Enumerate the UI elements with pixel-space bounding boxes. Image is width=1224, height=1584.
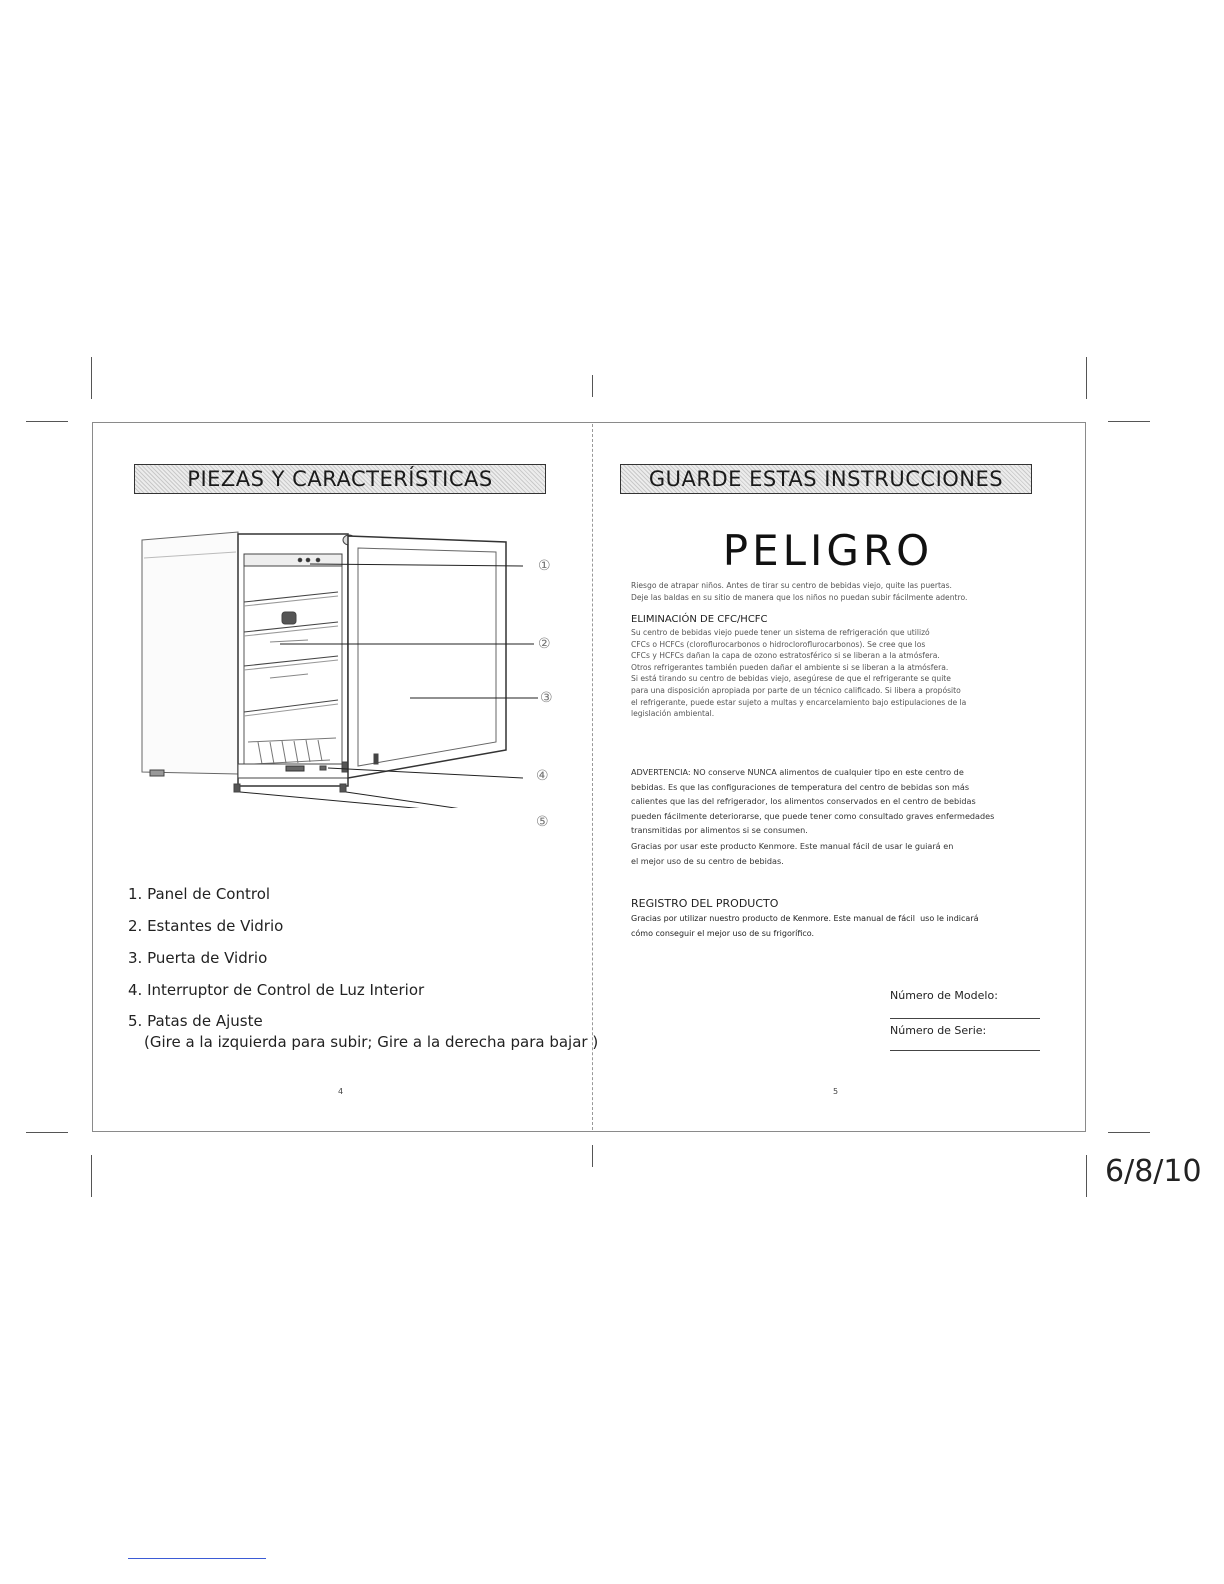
callout-3: ③ [540, 690, 553, 706]
link-underline [128, 1558, 266, 1559]
page-number-right: 5 [833, 1087, 839, 1096]
section-banner-instructions [620, 464, 1032, 494]
page-number-left: 4 [338, 1087, 344, 1096]
serial-number-label: Número de Serie: [890, 1024, 987, 1037]
cabinet-front [238, 534, 348, 786]
serial-number-field[interactable] [890, 1050, 1040, 1051]
date-stamp: 6/8/10 [1105, 1154, 1202, 1189]
crop-mark [26, 1132, 68, 1133]
callout-1: ① [538, 558, 551, 574]
warning-text: ADVERTENCIA: NO conserve NUNCA alimentos de cualquier tipo en este centro de bebidas. Es que las configuraciones de temperatura del centro de bebidas son más calientes que las del refrigerador, los alimentos conservados en el centro de bebidas pueden fácilmente deteriorarse, que puede tener como consultado graves enfermedades transmitidas por alimentos si se consumen. [631, 767, 995, 836]
crop-mark [1086, 357, 1087, 399]
light-switch [286, 766, 304, 771]
cfc-text: Su centro de bebidas viejo puede tener un sistema de refrigeración que utilizó CFCs o HCFCs (cloroflurocarbonos o hidrocloroflurocarbonos). Se cree que los CFCs y HCFCs dañan la capa de ozono estratosférico si se liberan a la atmósfera. Otros refrigerantes también pueden dañar el ambiente si se liberan a la atmósfera. Si está tirando su centro de bebidas viejo, asegúrese de que el refrigerante se quite para una disposición apropiada por parte de un técnico calificado. Si libera a propósito el refrigerante, puede estar sujeto a multas y encarcelamiento bajo estipulaciones de la legislación ambiental. [631, 628, 967, 719]
callout-4: ④ [536, 768, 549, 784]
thanks-text: Gracias por usar este producto Kenmore. Este manual fácil de usar le guiará en el mejor uso de su centro de bebidas. [631, 841, 954, 866]
list-item: 1. Panel de Control [128, 885, 271, 903]
registration-text: Gracias por utilizar nuestro producto de Kenmore. Este manual de fácil uso le indicará cómo conseguir el mejor uso de su frigorífico. [631, 914, 979, 938]
callout-5: ⑤ [536, 814, 549, 830]
list-item: 4. Interruptor de Control de Luz Interior [128, 981, 425, 999]
list-item: 3. Puerta de Vidrio [128, 949, 268, 967]
model-number-field[interactable] [890, 1018, 1040, 1019]
crop-mark [1086, 1155, 1087, 1197]
banner-text: PIEZAS Y CARACTERÍSTICAS [187, 467, 493, 491]
crop-mark [592, 1145, 593, 1167]
section-banner-parts [134, 464, 546, 494]
crop-mark [1108, 421, 1150, 422]
banner-text: GUARDE ESTAS INSTRUCCIONES [648, 467, 1004, 491]
glass-door [348, 536, 506, 778]
crop-mark [91, 357, 92, 399]
crop-mark [1108, 1132, 1150, 1133]
cfc-heading: ELIMINACIÓN DE CFC/HCFC [631, 614, 768, 625]
danger-title: PELIGRO [722, 526, 934, 575]
leveling-leg [234, 784, 240, 792]
appliance-diagram [130, 528, 570, 808]
crop-mark [26, 421, 68, 422]
list-item: 5. Patas de Ajuste [128, 1012, 263, 1030]
list-item: 2. Estantes de Vidrio [128, 917, 284, 935]
crop-mark [592, 375, 593, 397]
crop-mark [91, 1155, 92, 1197]
callout-2: ② [538, 636, 551, 652]
leveling-leg [340, 784, 346, 792]
cabinet-side [142, 532, 238, 774]
fold-line [592, 424, 593, 1130]
registration-heading: REGISTRO DEL PRODUCTO [631, 897, 779, 910]
list-item-note: (Gire a la izquierda para subir; Gire a la derecha para bajar ) [144, 1033, 599, 1051]
danger-text: Riesgo de atrapar niños. Antes de tirar su centro de bebidas viejo, quite las puertas. Deje las baldas en su sitio de manera que los niños no puedan subir fácilmente adentro. [631, 581, 968, 602]
model-number-label: Número de Modelo: [890, 989, 998, 1002]
